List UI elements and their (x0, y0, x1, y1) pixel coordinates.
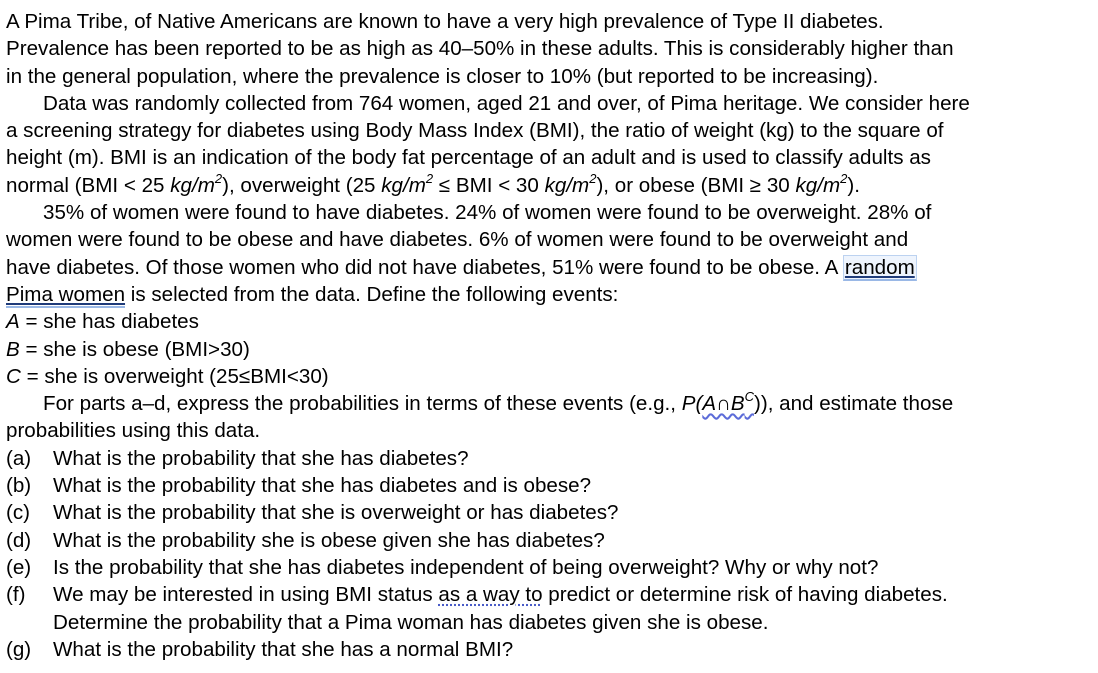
question-label: (g) (6, 637, 32, 661)
findings-line-4: Pima women is selected from the data. Define the following events: (6, 282, 619, 306)
intro-line-2: Prevalence has been reported to be as high as 40–50% in these adults. This is considerably higher than (6, 37, 954, 61)
event-c: C = she is overweight (25≤BMI<30) (6, 364, 329, 388)
intro-line-1: A Pima Tribe, of Native Americans are known to have a very high prevalence of Type II diabetes. (6, 10, 884, 33)
findings-line-2: women were found to be obese and have diabetes. 6% of women were found to be overweight and (6, 228, 909, 252)
question-c (6, 499, 1093, 526)
bmi-overweight-text: ), overweight (25 (222, 173, 382, 197)
question-label: (a) (6, 446, 32, 470)
data-line-3: height (m). BMI is an indication of the body fat percentage of an adult and is used to classify adults as (6, 146, 931, 170)
spellcheck-underline[interactable]: $A\cap B^C$ (702, 389, 754, 416)
question-text: What is the probability that she has a normal BMI? (53, 637, 514, 661)
example-expression: $P(A\cap B^C$ (681, 389, 754, 416)
data-line-2: a screening strategy for diabetes using Body Mass Index (BMI), the ratio of weight (kg) to the square of (6, 119, 944, 143)
question-text: We may be interested in using BMI status as a way to predict or determine risk of having diabetes. Determine the probability that a Pima woman has diabetes given she is obese. (53, 583, 948, 634)
event-a: A = she has diabetes (6, 310, 199, 334)
question-a (6, 445, 1093, 472)
question-label: (c) (6, 501, 31, 525)
question-label: (f) (6, 583, 26, 607)
findings-paragraph (6, 199, 1093, 308)
question-label: (e) (6, 555, 32, 579)
grammar-check-underline[interactable]: as a way to (438, 583, 543, 607)
data-line-1: Data was randomly collected from 764 women, aged 21 and over, of Pima heritage. We consider here (43, 91, 970, 115)
bmi-normal-text: normal (BMI < 25 (6, 173, 171, 197)
question-b (6, 472, 1093, 499)
event-var-a: A (6, 310, 20, 334)
question-label: (d) (6, 528, 32, 552)
question-text: What is the probability she is obese given she has diabetes? (53, 528, 605, 552)
question-text: What is the probability that she has diabetes? (53, 446, 469, 470)
instructions-line-1: For parts a–d, express the probabilities in terms of these events (e.g., $P(A\cap B^C)$), and estimate those (43, 389, 954, 416)
data-line-4: normal (BMI < 25 $kg/m^2$), overweight (25 $kg/m^2$ ≤ BMI < 30 $kg/m^2$), or obese (BMI ≥ 30 $kg/m^2$). (6, 170, 860, 197)
highlighted-phrase-pima-women[interactable]: Pima women (6, 282, 126, 306)
instructions-line-2: probabilities using this data. (6, 419, 261, 443)
intro-line-3: in the general population, where the prevalence is closer to 10% (but reported to be increasing). (6, 64, 879, 88)
question-text: Is the probability that she has diabetes independent of being overweight? Why or why not? (53, 555, 879, 579)
findings-line-3: have diabetes. Of those women who did not have diabetes, 51% were found to be obese. A random (6, 255, 915, 279)
data-paragraph (6, 90, 1093, 199)
question-label: (b) (6, 474, 32, 498)
unit-kg-m2: $kg/m^2$ (544, 170, 597, 197)
intro-paragraph (6, 8, 1093, 90)
findings-line-1: 35% of women were found to have diabetes. 24% of women were found to be overweight. 28% of (43, 201, 932, 225)
event-var-c: C (6, 364, 21, 388)
unit-kg-m2: $kg/m^2$ (381, 170, 434, 197)
question-text: What is the probability that she is overweight or has diabetes? (53, 501, 619, 525)
question-e (6, 554, 1093, 581)
highlighted-phrase-random[interactable]: random (844, 255, 915, 279)
unit-kg-m2: $kg/m^2$ (170, 170, 223, 197)
event-b: B = she is obese (BMI>30) (6, 337, 250, 361)
question-list (6, 445, 1093, 663)
unit-kg-m2: $kg/m^2$ (795, 170, 848, 197)
question-g (6, 636, 1093, 663)
question-text: What is the probability that she has diabetes and is obese? (53, 474, 592, 498)
bmi-obese-text: ), or obese (BMI ≥ 30 (596, 173, 796, 197)
event-definitions (6, 308, 1093, 390)
document-body (6, 8, 1093, 663)
question-d (6, 527, 1093, 554)
event-var-b: B (6, 337, 20, 361)
question-f (6, 581, 1093, 636)
instructions-paragraph (6, 390, 1093, 445)
